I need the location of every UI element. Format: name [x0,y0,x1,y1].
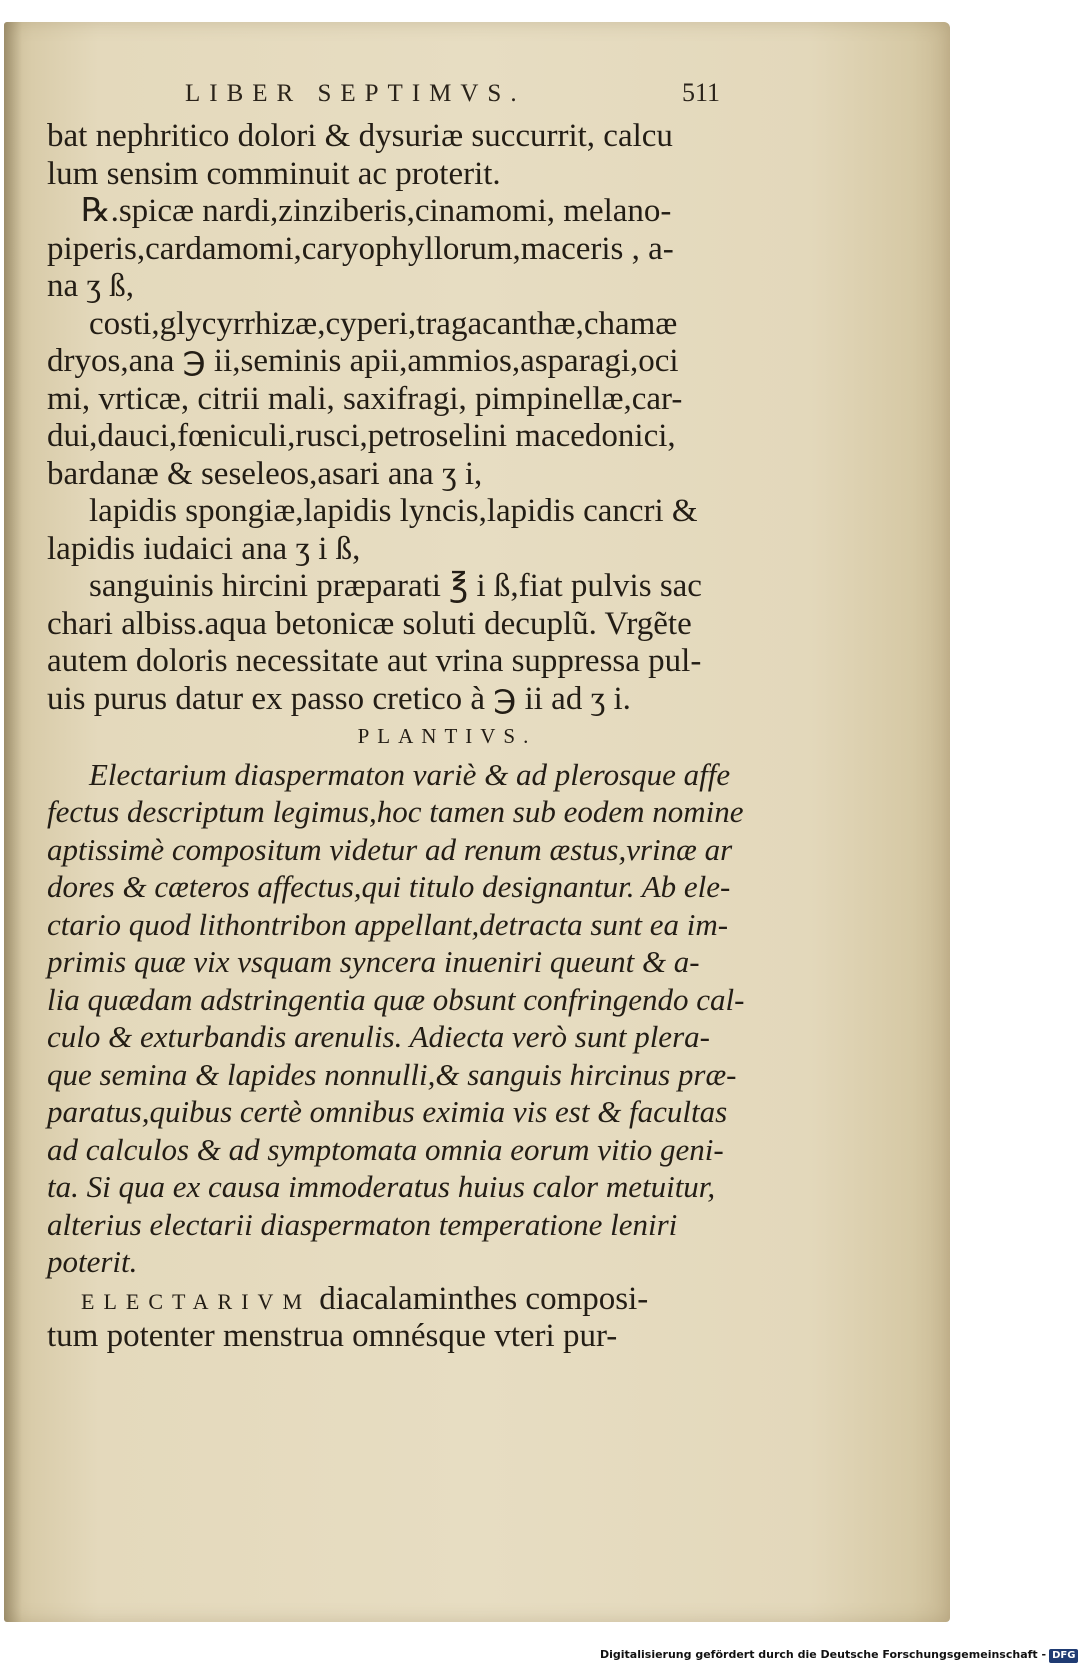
dfg-logo-badge: DFG [1049,1649,1078,1663]
italic-line: aptissimè compositum videtur ad renum æstus,vrinæ ar [47,831,733,867]
text-line: dryos,ana ℈ ii,seminis apii,ammios,asparagi,oci [47,343,679,379]
italic-line: culo & exturbandis arenulis. Adiecta verò sunt plera- [47,1019,710,1054]
italic-line: ta. Si qua ex causa immoderatus huius calor metuitur, [47,1169,716,1204]
text-line: uis purus datur ex passo cretico à ℈ ii ad ʒ i. [47,680,631,717]
closing-lead: ELECTARIVM [81,1288,312,1314]
text-line: lum sensim comminuit ac proterit. [47,155,501,192]
credit-text: Digitalisierung gefördert durch die Deutsche Forschungsgemeinschaft - [600,1648,1047,1661]
text-line: na ʒ ß, [47,268,135,304]
text-line: bardanæ & seseleos,asari ana ʒ i, [47,455,483,492]
text-line: lapidis spongiæ,lapidis lyncis,lapidis cancri & [89,493,698,529]
text-line: mi, vrticæ, citrii mali, saxifragi, pimpinellæ,car- [47,380,683,417]
italic-line: que semina & lapides nonnulli,& sanguis hircinus præ- [47,1056,737,1092]
running-head: LIBER SEPTIMVS. [185,80,526,107]
italic-line: dores & cæteros affectus,qui titulo designantur. Ab ele- [47,869,731,904]
text-line: sanguinis hircini præparati ℥ i ß,fiat pulvis sac [89,568,702,604]
italic-line: ctario quod lithontribon appellant,detracta sunt ea im- [47,906,729,942]
text-line: costi,glycyrrhizæ,cyperi,tragacanthæ,chamæ [89,305,678,342]
text-line: ℞.spicæ nardi,zinziberis,cinamomi, melano- [81,193,672,229]
italic-line: Electarium diaspermaton variè & ad plerosque affe [89,756,731,792]
italic-line: lia quædam adstringentia quæ obsunt confringendo cal- [47,981,745,1017]
italic-line: ad calculos & ad symptomata omnia eorum vitio geni- [47,1131,724,1167]
page-number: 511 [682,78,721,107]
italic-line: poterit. [47,1244,138,1279]
text-line: piperis,cardamomi,caryophyllorum,maceris , a- [47,230,674,267]
closing-line: tum potenter menstrua omnésque vteri pur- [47,1318,618,1354]
text-line: chari albiss.aqua betonicæ soluti decuplũ. Vrgẽte [47,605,692,642]
text-line: bat nephritico dolori & dysuriæ succurrit, calcu [47,118,673,154]
text-line: autem doloris necessitate aut vrina suppressa pul- [47,643,702,679]
section-heading: PLANTIVS. [357,724,537,748]
page-text-block [47,118,767,1356]
page-gutter-shadow [4,22,22,1622]
text-line: dui,dauci,fœniculi,rusci,petroselini macedonici, [47,418,676,454]
closing-text: diacalaminthes composi- [311,1280,649,1317]
italic-line: fectus descriptum legimus,hoc tamen sub eodem nomine [47,794,744,829]
digitization-credit [600,1645,1078,1665]
text-line: lapidis iudaici ana ʒ i ß, [47,530,361,567]
italic-line: primis quæ vix vsquam syncera inueniri queunt & a- [47,944,700,979]
italic-line: paratus,quibus certè omnibus eximia vis est & facultas [47,1094,728,1129]
italic-line: alterius electarii diaspermaton temperatione leniri [47,1206,678,1242]
closing-line [47,1281,767,1319]
